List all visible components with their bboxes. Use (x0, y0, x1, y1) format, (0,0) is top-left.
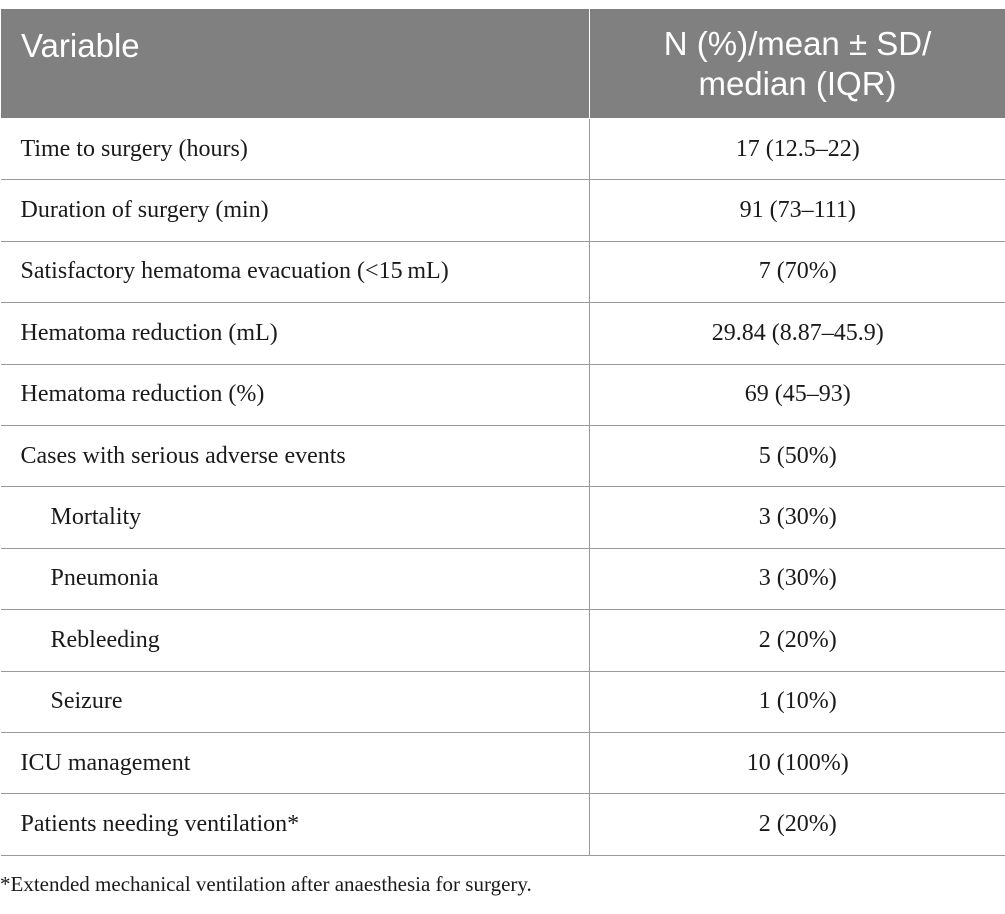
table-row (1, 303, 1005, 364)
row-label: Seizure (1, 671, 590, 732)
table-row (1, 610, 1005, 671)
table-header-row (1, 9, 1005, 119)
row-label: Hematoma reduction (mL) (1, 303, 590, 364)
value-column-header-text: N (%)/mean ± SD/ median (IQR) (663, 24, 932, 102)
row-value: 17 (12.5–22) (590, 119, 1005, 180)
row-label: Mortality (1, 487, 590, 548)
table-row (1, 364, 1005, 425)
row-value: 1 (10%) (590, 671, 1005, 732)
table-row (1, 732, 1005, 793)
table-row (1, 794, 1005, 855)
table-footnote: *Extended mechanical ventilation after anaesthesia for surgery. (0, 872, 532, 896)
row-value: 3 (30%) (590, 487, 1005, 548)
table-row (1, 425, 1005, 486)
table-row (1, 119, 1005, 180)
row-value: 5 (50%) (590, 425, 1005, 486)
row-value: 10 (100%) (590, 732, 1005, 793)
table-row (1, 548, 1005, 609)
row-label: Cases with serious adverse events (1, 425, 590, 486)
table-row (1, 180, 1005, 241)
row-value: 3 (30%) (590, 548, 1005, 609)
table-body (1, 119, 1005, 856)
results-table (0, 8, 1005, 856)
row-value: 2 (20%) (590, 794, 1005, 855)
row-label: Satisfactory hematoma evacuation (<15 mL) (1, 241, 590, 302)
table-row (1, 671, 1005, 732)
row-value: 2 (20%) (590, 610, 1005, 671)
row-label: Rebleeding (1, 610, 590, 671)
row-label: Pneumonia (1, 548, 590, 609)
variable-column-header: Variable (1, 9, 590, 119)
row-value: 69 (45–93) (590, 364, 1005, 425)
row-label: Patients needing ventilation* (1, 794, 590, 855)
table-row (1, 241, 1005, 302)
row-value: 91 (73–111) (590, 180, 1005, 241)
value-column-header (590, 9, 1005, 119)
row-value: 29.84 (8.87–45.9) (590, 303, 1005, 364)
row-label: Hematoma reduction (%) (1, 364, 590, 425)
row-label: Duration of surgery (min) (1, 180, 590, 241)
row-label: Time to surgery (hours) (1, 119, 590, 180)
row-value: 7 (70%) (590, 241, 1005, 302)
table-row (1, 487, 1005, 548)
results-table-container (0, 8, 1005, 856)
row-label: ICU management (1, 732, 590, 793)
